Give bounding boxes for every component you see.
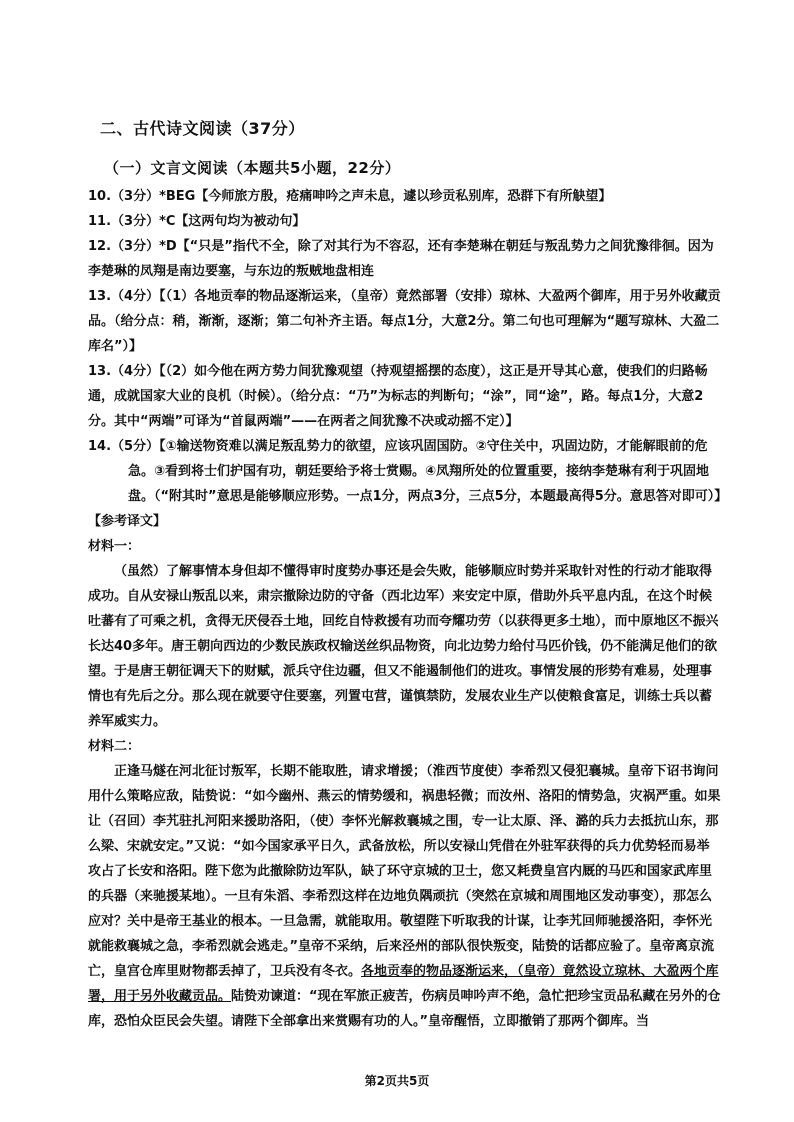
material2-underlined: 各地贡奉的物品逐渐运来，（皇帝）竟然设立琼林、大盈两个库署，用于另外收藏贡品。 <box>88 964 719 1004</box>
material2-text <box>88 759 722 1034</box>
material1-label: 材料一： <box>88 539 141 554</box>
answer-13-2: 13.（4分）【（2）如今他在两方势力间犹豫观望（持观望摇摆的态度），这正是开导其心意，使我们的归路畅通，成就国家大业的良机（时候）。（给分点：“乃”为标志的判断句；“涂”，同“途”，路。每点1分，大意2分。其中“两端”可译为“首鼠两端”——在两者之间犹豫不决或动摇不定）】 <box>88 364 708 429</box>
answer-14: 14.（5分）【①输送物资难以满足叛乱势力的欲望，应该巩固国防。②守住关中，巩固边防，才能解眼前的危急。③看到将士们护国有功，朝廷要给予将士赏赐。④凤翔所处的位置重要，接纳李楚琳有利于巩固地盘。（“附其时”意思是能够顺应形势。一点1分，两点3分，三点5分，本题最高得5分。意思答对即可）】 <box>88 439 728 504</box>
answer-list <box>88 184 728 1034</box>
material1-text: （虽然）了解事情本身但却不懂得审时度势办事还是会失败，能够顺应时势并采取针对性的行动才能取得成功。自从安禄山叛乱以来，肃宗撤除边防的守备（西北边军）来安定中原，借助外兵平息内乱，在这个时候吐蕃有了可乘之机，贪得无厌侵吞土地，回纥自恃救援有功而夸耀功劳（以获得更多土地），而中原地区不振兴长达40多年。唐王朝向西边的少数民族政权输送丝织品物资，向北边势力给付马匹价钱，仍不能满足他们的欲望。于是唐王朝征调天下的财赋，派兵守住边疆，但又不能遏制他们的进攻。事情发展的形势有难易，处理事情也有先后之分。那么现在就要守住要塞，列置屯营，谨慎禁防，发展农业生产以使粮食富足，训练士兵以蓄养军威实力。 <box>88 564 719 729</box>
material2-label: 材料二： <box>88 739 141 754</box>
section-title: 二、古代诗文阅读（37分） <box>100 119 305 138</box>
answer-10: 10.（3分）*BEG【今师旅方殷，疮痛呻吟之声未息，遽以珍贡私别库，恐群下有所觖望】 <box>88 189 612 204</box>
answer-13-1: 13.（4分）【（1）各地贡奉的物品逐渐运来，（皇帝）竟然部署（安排）琼林、大盈两个御库，用于另外收藏贡品。（给分点：稍，渐渐，逐渐；第二句补齐主语。每点1分，大意2分。第二句也可理解为“题写琼林、大盈二库名”）】 <box>88 289 721 354</box>
subsection-title: （一）文言文阅读（本题共5小题，22分） <box>104 159 401 177</box>
page-footer: 第2页共5页 <box>364 1074 430 1088</box>
material2-after: 陆贽劝谏道：“现在军旅正疲苦，伤病员呻吟声不绝，急忙把珍宝贡品私藏在另外的仓库，恐怕众臣民会失望。请陛下全部拿出来赏赐有功的人。”皇帝醒悟，立即撤销了那两个御库。当 <box>88 989 721 1029</box>
answer-11: 11.（3分）*C【这两句均为被动句】 <box>88 214 306 229</box>
reference-title: 【参考译文】 <box>88 514 167 529</box>
answer-12: 12.（3分）*D【“只是”指代不全，除了对其行为不容忍，还有李楚琳在朝廷与叛乱势力之间犹豫徘徊。因为李楚琳的凤翔是南边要塞，与东边的叛贼地盘相连 <box>88 239 714 279</box>
material2-before: 正逢马燧在河北征讨叛军，长期不能取胜，请求增援；（淮西节度使）李希烈又侵犯襄城。皇帝下诏书询问用什么策略应敌，陆贽说：“如今幽州、燕云的情势缓和，祸患轻微；而汝州、洛阳的情势急，灾祸严重。如果让（召回）李艽驻扎河阳来援助洛阳，（使）李怀光解救襄城之围，专一让太原、泽、潞的兵力去抵抗山东，那么梁、宋就安定。”又说：“如今国家承平日久，武备放松，所以安禄山凭借在外驻军获得的兵力优势轻而易举攻占了长安和洛阳。陛下您为此撤除防边军队，缺了环守京城的卫士，您又耗费皇宫内厩的马匹和国家武库里的兵器（来驰援某地）。一旦有朱滔、李希烈这样在边地负隅顽抗（突然在京城和周围地区发动事变），那怎么应对？关中是帝王基业的根本。一旦急需，就能取用。敬望陛下听取我的计谋，让李艽回师驰援洛阳，李怀光就能救襄城之急，李希烈就会逃走。”皇帝不采纳，后来泾州的部队很快叛变，陆贽的话都应验了。皇帝离京流亡，皇宫仓库里财物都丢掉了，卫兵没有冬衣。 <box>88 764 721 979</box>
